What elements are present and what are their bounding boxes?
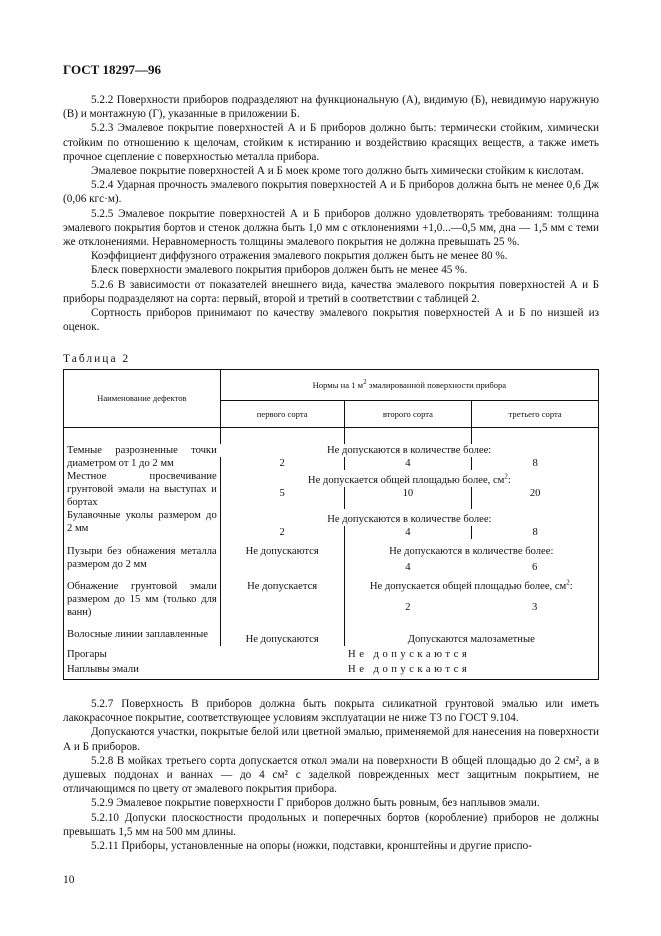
defects-table	[63, 369, 599, 680]
table-row	[64, 619, 599, 646]
norm-note: Допускаются малозаметные	[344, 619, 598, 646]
norm-group	[344, 574, 598, 619]
paragraph: Коэффициент диффузного отражения эмалевого покрытия должен быть не менее 80 %.	[91, 250, 508, 263]
paragraph: Допускаются участки, покрытые белой или цветной эмалью, применяемой для нанесения на поверхности А и Б приборов.	[63, 726, 599, 753]
value-grade-3: 6	[531, 561, 538, 573]
paragraph: 5.2.11 Приборы, установленные на опоры (ножки, подставки, кронштейны и другие приспо-	[91, 840, 532, 853]
value-grade-2: 4	[344, 457, 472, 470]
norm-note: Не допускаются в количестве более:	[326, 444, 492, 456]
defect-name: Обнажение грунтовой эмали размером до 15 мм (только для ванн)	[67, 580, 217, 618]
col-header-grade-2: второго сорта	[344, 401, 472, 428]
value-grade-2: 10	[344, 487, 472, 509]
paragraph: 5.2.5 Эмалевое покрытие поверхностей А и Б приборов должно удовлетворять требованиям: толщина эмалевого покрытия бортов и стенок должна быть 1,0 мм с отклонениями +1,0...—0,5 мм, дна — 1,5 мм с теми же отклонениями. Неравномерность толщины эмалевого покрытия не должна превышать 25 %.	[63, 207, 599, 249]
value-grade-1: 2	[220, 457, 344, 470]
paragraph: 5.2.4 Ударная прочность эмалевого покрытия поверхностей А и Б приборов должна быть не менее 0,6 Дж (0,06 кгс·м).	[63, 179, 599, 206]
norm-note: Не допускается общей площадью более, $см^2$:	[220, 470, 598, 487]
norm-note: Не допускаются	[348, 648, 471, 660]
defect-name: Пузыри без обнажения металла размером до 2 мм	[67, 545, 217, 570]
value-grade-3: 20	[472, 487, 599, 509]
value-grade-1: Не допускаются	[220, 539, 344, 574]
paragraph: 5.2.10 Допуски плоскостности продольных и поперечных бортов (коробление) приборов не должны превышать 1,5 мм на 500 мм длины.	[63, 811, 599, 838]
defect-name: Волосные линии заплавленные	[67, 628, 208, 640]
paragraph: Блеск поверхности эмалевого покрытия приборов должен быть не менее 45 %.	[91, 264, 468, 277]
defect-name: Булавочные уколы размером до 2 мм	[67, 509, 217, 534]
paragraph: 5.2.6 В зависимости от показателей внешнего вида, качества эмалевого покрытия поверхностей А и Б приборы подразделяют на сорта: первый, второй и третий в соответствии с таблицей 2.	[63, 278, 599, 305]
document-header: ГОСТ 18297—96	[63, 62, 162, 77]
paragraph: Сортность приборов принимают по качеству эмалевого покрытия поверхностей А и Б по низшей из оценок.	[63, 307, 599, 334]
table-row	[64, 646, 599, 661]
paragraph: 5.2.3 Эмалевое покрытие поверхностей А и Б приборов должно быть: термически стойким, химически стойким по отношению к щелочам, стойким к истиранию и воздействию красящих веществ, а также иметь прочное сцепление с поверхностью металла прибора.	[63, 122, 599, 163]
table-row	[64, 539, 599, 574]
col-header-grade-1: первого сорта	[220, 401, 344, 428]
paragraph: 5.2.8 В мойках третьего сорта допускается откол эмали на поверхности В общей площадью до 2 см², а в душевых поддонах и ваннах — до 4 см² с заделкой поврежденных мест защитным покрытием, не отличающимся по цвету от эмалевого покрытия прибора.	[63, 754, 599, 796]
value-grade-2: 4	[344, 526, 472, 539]
norm-note: Не допускается общей площадью более, $см^2$:	[369, 577, 573, 592]
table-row	[64, 444, 599, 457]
table-row	[64, 574, 599, 619]
paragraph: 5.2.7 Поверхность В приборов должна быть покрыта силикатной грунтовой эмалью или иметь лакокрасочное покрытие, соответствующее условиям эксплуатации не ниже Т3 по ГОСТ 9.104.	[63, 698, 599, 725]
col-header-norms: Нормы на 1 $м^2$ эмалированной поверхности прибора	[220, 370, 598, 401]
col-header-defect-name: Наименование дефектов	[97, 393, 187, 403]
value-grade-3: 3	[531, 601, 538, 613]
defect-name: Прогары	[67, 648, 107, 660]
paragraph: 5.2.2 Поверхности приборов подразделяют на функциональную (А), видимую (Б), невидимую наружную (В) и монтажную (Г), указанные в приложении Б.	[63, 94, 599, 121]
body-text-top	[63, 93, 599, 334]
norm-note: Не допускаются в количестве более:	[389, 545, 554, 557]
table-row	[64, 509, 599, 526]
value-grade-1: Не допускаются	[220, 619, 344, 646]
value-grade-2: 2	[405, 601, 411, 613]
defect-name: Наплывы эмали	[67, 663, 139, 675]
value-grade-1: Не допускается	[220, 574, 344, 619]
defect-name: Местное просвечивание грунтовой эмали на выступах и бортах	[67, 470, 217, 508]
paragraph: Эмалевое покрытие поверхностей А и Б моек кроме того должно быть химически стойким к кислотам.	[91, 165, 584, 178]
col-header-grade-3: третьего сорта	[472, 401, 599, 428]
norm-note: Не допускаются в количестве более:	[220, 509, 598, 526]
value-grade-3: 8	[472, 526, 599, 539]
paragraph: 5.2.9 Эмалевое покрытие поверхности Г приборов должно быть ровным, без наплывов эмали.	[91, 797, 540, 810]
page-number: 10	[63, 874, 75, 886]
defect-name: Темные разрозненные точки диаметром от 1 до 2 мм	[67, 444, 217, 469]
table-row	[64, 661, 599, 680]
value-grade-1: 2	[220, 526, 344, 539]
value-grade-3: 8	[472, 457, 599, 470]
value-grade-1: 5	[220, 487, 344, 509]
norm-note: Не допускаются	[348, 663, 471, 675]
norm-group	[344, 539, 598, 574]
table-caption: Таблица 2	[63, 353, 131, 365]
value-grade-2: 4	[405, 561, 411, 573]
table-row	[64, 470, 599, 487]
body-text-bottom	[63, 697, 599, 853]
